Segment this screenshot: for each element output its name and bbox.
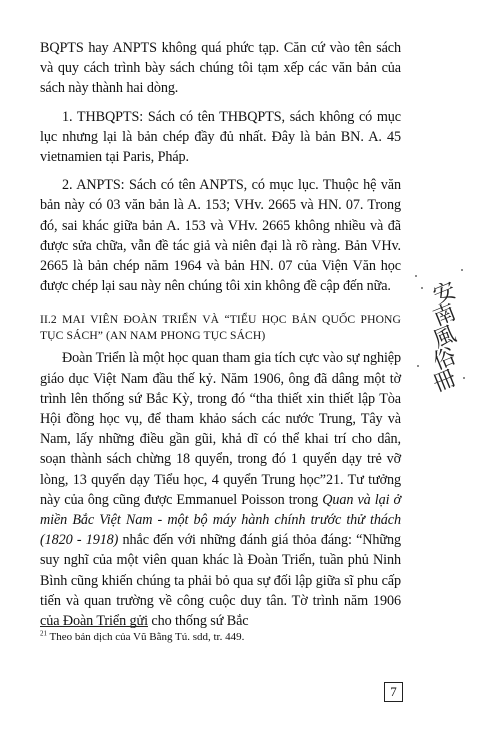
page-number: 7 bbox=[384, 682, 403, 702]
side-title-char-5: 冊 bbox=[429, 365, 460, 398]
side-title-an-nam-phong-tuc-sach bbox=[409, 265, 469, 398]
footnote bbox=[40, 630, 401, 644]
paragraph-text-end: nhắc đến với những đánh giá thỏa đáng: “Những suy nghĩ của một viên quan khác là Đoàn Triển, tuần phủ Ninh Bình cũng khiến chúng ta phải bỏ qua sự đối lập giữa sĩ phu cấp tiến và quan trường về công cuộc duy tân. Tờ trình năm 1906 của Đoàn Triển gửi cho thống sứ Bắc bbox=[40, 532, 402, 630]
paragraph-doan-trien bbox=[40, 348, 401, 631]
paragraph-anpts: 2. ANPTS: Sách có tên ANPTS, có mục lục. Thuộc hệ văn bản này có 03 văn bản là A. 153; VHv. 2665 và HN. 07. Trong đó, sai khác giữa bản A. 153 và VHv. 2665 không nhiều và đã được sửa chữa, vẫn đề tác giả và niên đại là rõ ràng. Bản VHv. 2665 là bản chép năm 1964 và bản HN. 07 của Viện Văn học được chép lại sau này nên chúng tôi xin không đề cập đến nữa. bbox=[40, 177, 401, 295]
page-body bbox=[40, 38, 401, 631]
decor-dot bbox=[415, 275, 417, 277]
side-title-char-4: 俗 bbox=[429, 343, 460, 376]
footnote-mark: 21 bbox=[40, 629, 47, 638]
footnote-text: Theo bản dịch của Vũ Bằng Tú. sdd, tr. 449. bbox=[47, 631, 245, 643]
paragraph-intro: BQPTS hay ANPTS không quá phức tạp. Căn cứ vào tên sách và quy cách trình bày sách chúng tôi tạm xếp các văn bản của sách này thành hai dòng. bbox=[40, 40, 401, 97]
side-title-char-2: 南 bbox=[429, 299, 460, 332]
decor-dot bbox=[417, 365, 419, 367]
side-title-char-3: 風 bbox=[429, 321, 460, 354]
decor-dot bbox=[463, 377, 465, 379]
book-title: Quan và lại ở miền Bắc Việt Nam - một bộ máy hành chính trước thử thách (1820 - 1918) bbox=[40, 491, 402, 549]
footnote-reference: 21 bbox=[325, 471, 340, 488]
paragraph-text-before-ref: Đoàn Triển là một học quan tham gia tích cực vào sự nghiệp giáo dục Việt Nam đầu thế kỷ. Năm 1906, ông đã dâng một tờ trình lên thống sứ Bắc Kỳ, trong đó “tha thiết xin thiết lập Tòa Hội đồng học vụ, để tham khảo sách các nước Trung, Tây và Nam, lấy những điều gần gũi, khả dĩ có thể khai trí cho dân, soạn thành sách chừng 18 quyển, trong đó 1 quyển dạy trẻ vỡ lòng, 13 quyển dạy Tiểu học, 4 quyển Trung học” bbox=[40, 350, 401, 488]
decor-dot bbox=[461, 269, 463, 271]
section-heading: II.2 MAI VIÊN ĐOÀN TRIỂN VÀ “TIỂU HỌC BẢN QUỐC PHONG TỤC SÁCH” (AN NAM PHONG TỤC SÁCH) bbox=[40, 313, 401, 343]
paragraph-thbqpts: 1. THBQPTS: Sách có tên THBQPTS, sách không có mục lục nhưng lại là bản chép đầy đủ nhất. Đây là bản BN. A. 45 vietnamien tại Paris, Pháp. bbox=[40, 108, 401, 166]
decor-dot bbox=[421, 287, 423, 289]
footnote-rule bbox=[40, 626, 148, 627]
side-title-char-1: 安 bbox=[429, 277, 460, 310]
paragraph-text-after-ref: . Tư tưởng này của ông cũng được Emmanuel Poisson trong bbox=[40, 471, 402, 508]
